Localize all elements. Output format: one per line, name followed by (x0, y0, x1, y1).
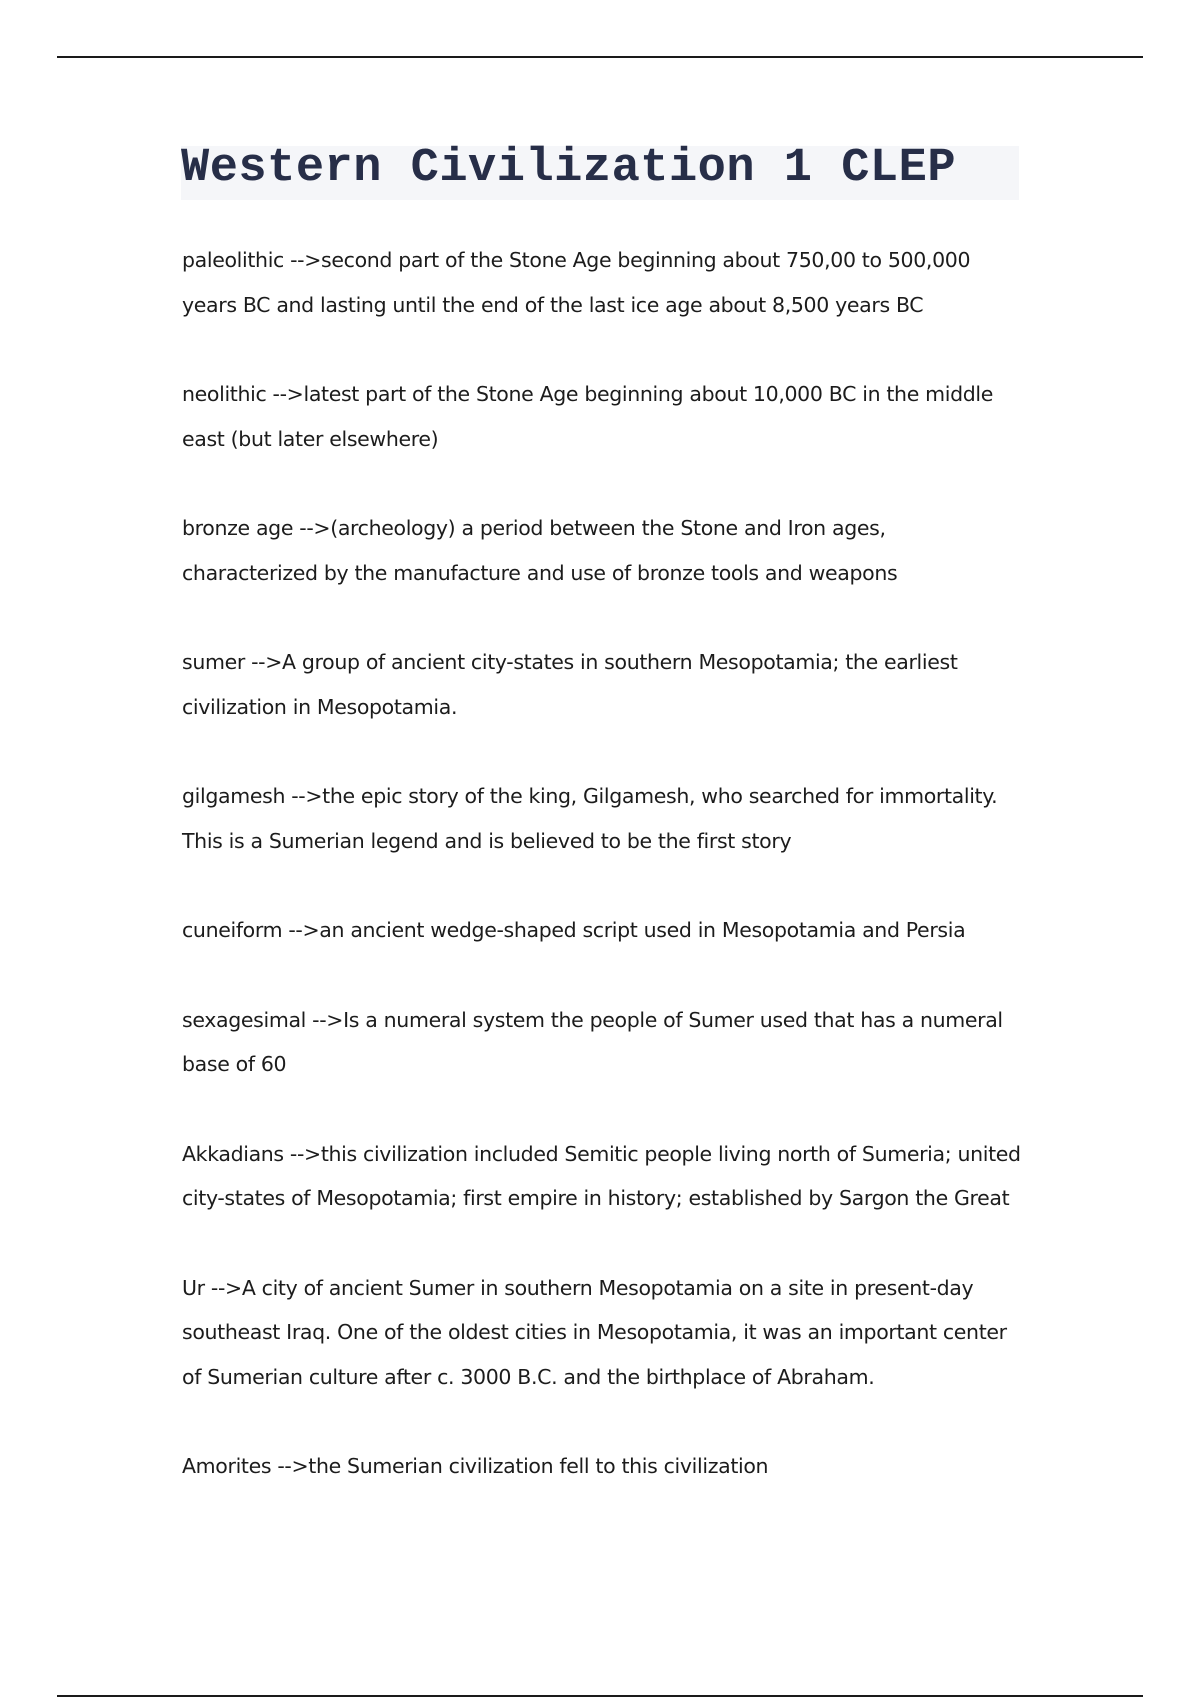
entry-sumer: sumer -->A group of ancient city-states in southern Mesopotamia; the earliest civilization in Mesopotamia. (182, 650, 958, 719)
entry-gilgamesh: gilgamesh -->the epic story of the king, Gilgamesh, who searched for immortality. This is a Sumerian legend and is believed to be the first story (182, 784, 998, 853)
entry-neolithic: neolithic -->latest part of the Stone Age beginning about 10,000 BC in the middle east (but later elsewhere) (182, 382, 994, 451)
entry-bronze-age: bronze age -->(archeology) a period between the Stone and Iron ages, characterized by the manufacture and use of bronze tools and weapons (182, 516, 898, 585)
entry-list (182, 238, 1022, 1534)
entry-paleolithic: paleolithic -->second part of the Stone Age beginning about 750,00 to 500,000 years BC and lasting until the end of the last ice age about 8,500 years BC (182, 248, 971, 317)
page-title: Western Civilization 1 CLEP (181, 142, 957, 195)
entry-cuneiform: cuneiform -->an ancient wedge-shaped script used in Mesopotamia and Persia (182, 918, 966, 942)
bottom-divider (57, 1695, 1143, 1697)
entry-amorites: Amorites -->the Sumerian civilization fell to this civilization (182, 1454, 769, 1478)
entry-sexagesimal: sexagesimal -->Is a numeral system the people of Sumer used that has a numeral base of 60 (182, 1007, 1003, 1076)
entry-ur: Ur -->A city of ancient Sumer in southern Mesopotamia on a site in present-day southeast Iraq. One of the oldest cities in Mesopotamia, it was an important center of Sumerian culture after c. 3000 B.C. and the birthplace of Abraham. (182, 1275, 1007, 1389)
top-divider (57, 56, 1143, 58)
entry-akkadians: Akkadians -->this civilization included Semitic people living north of Sumeria; united city-states of Mesopotamia; first empire in history; established by Sargon the Great (182, 1141, 1021, 1210)
